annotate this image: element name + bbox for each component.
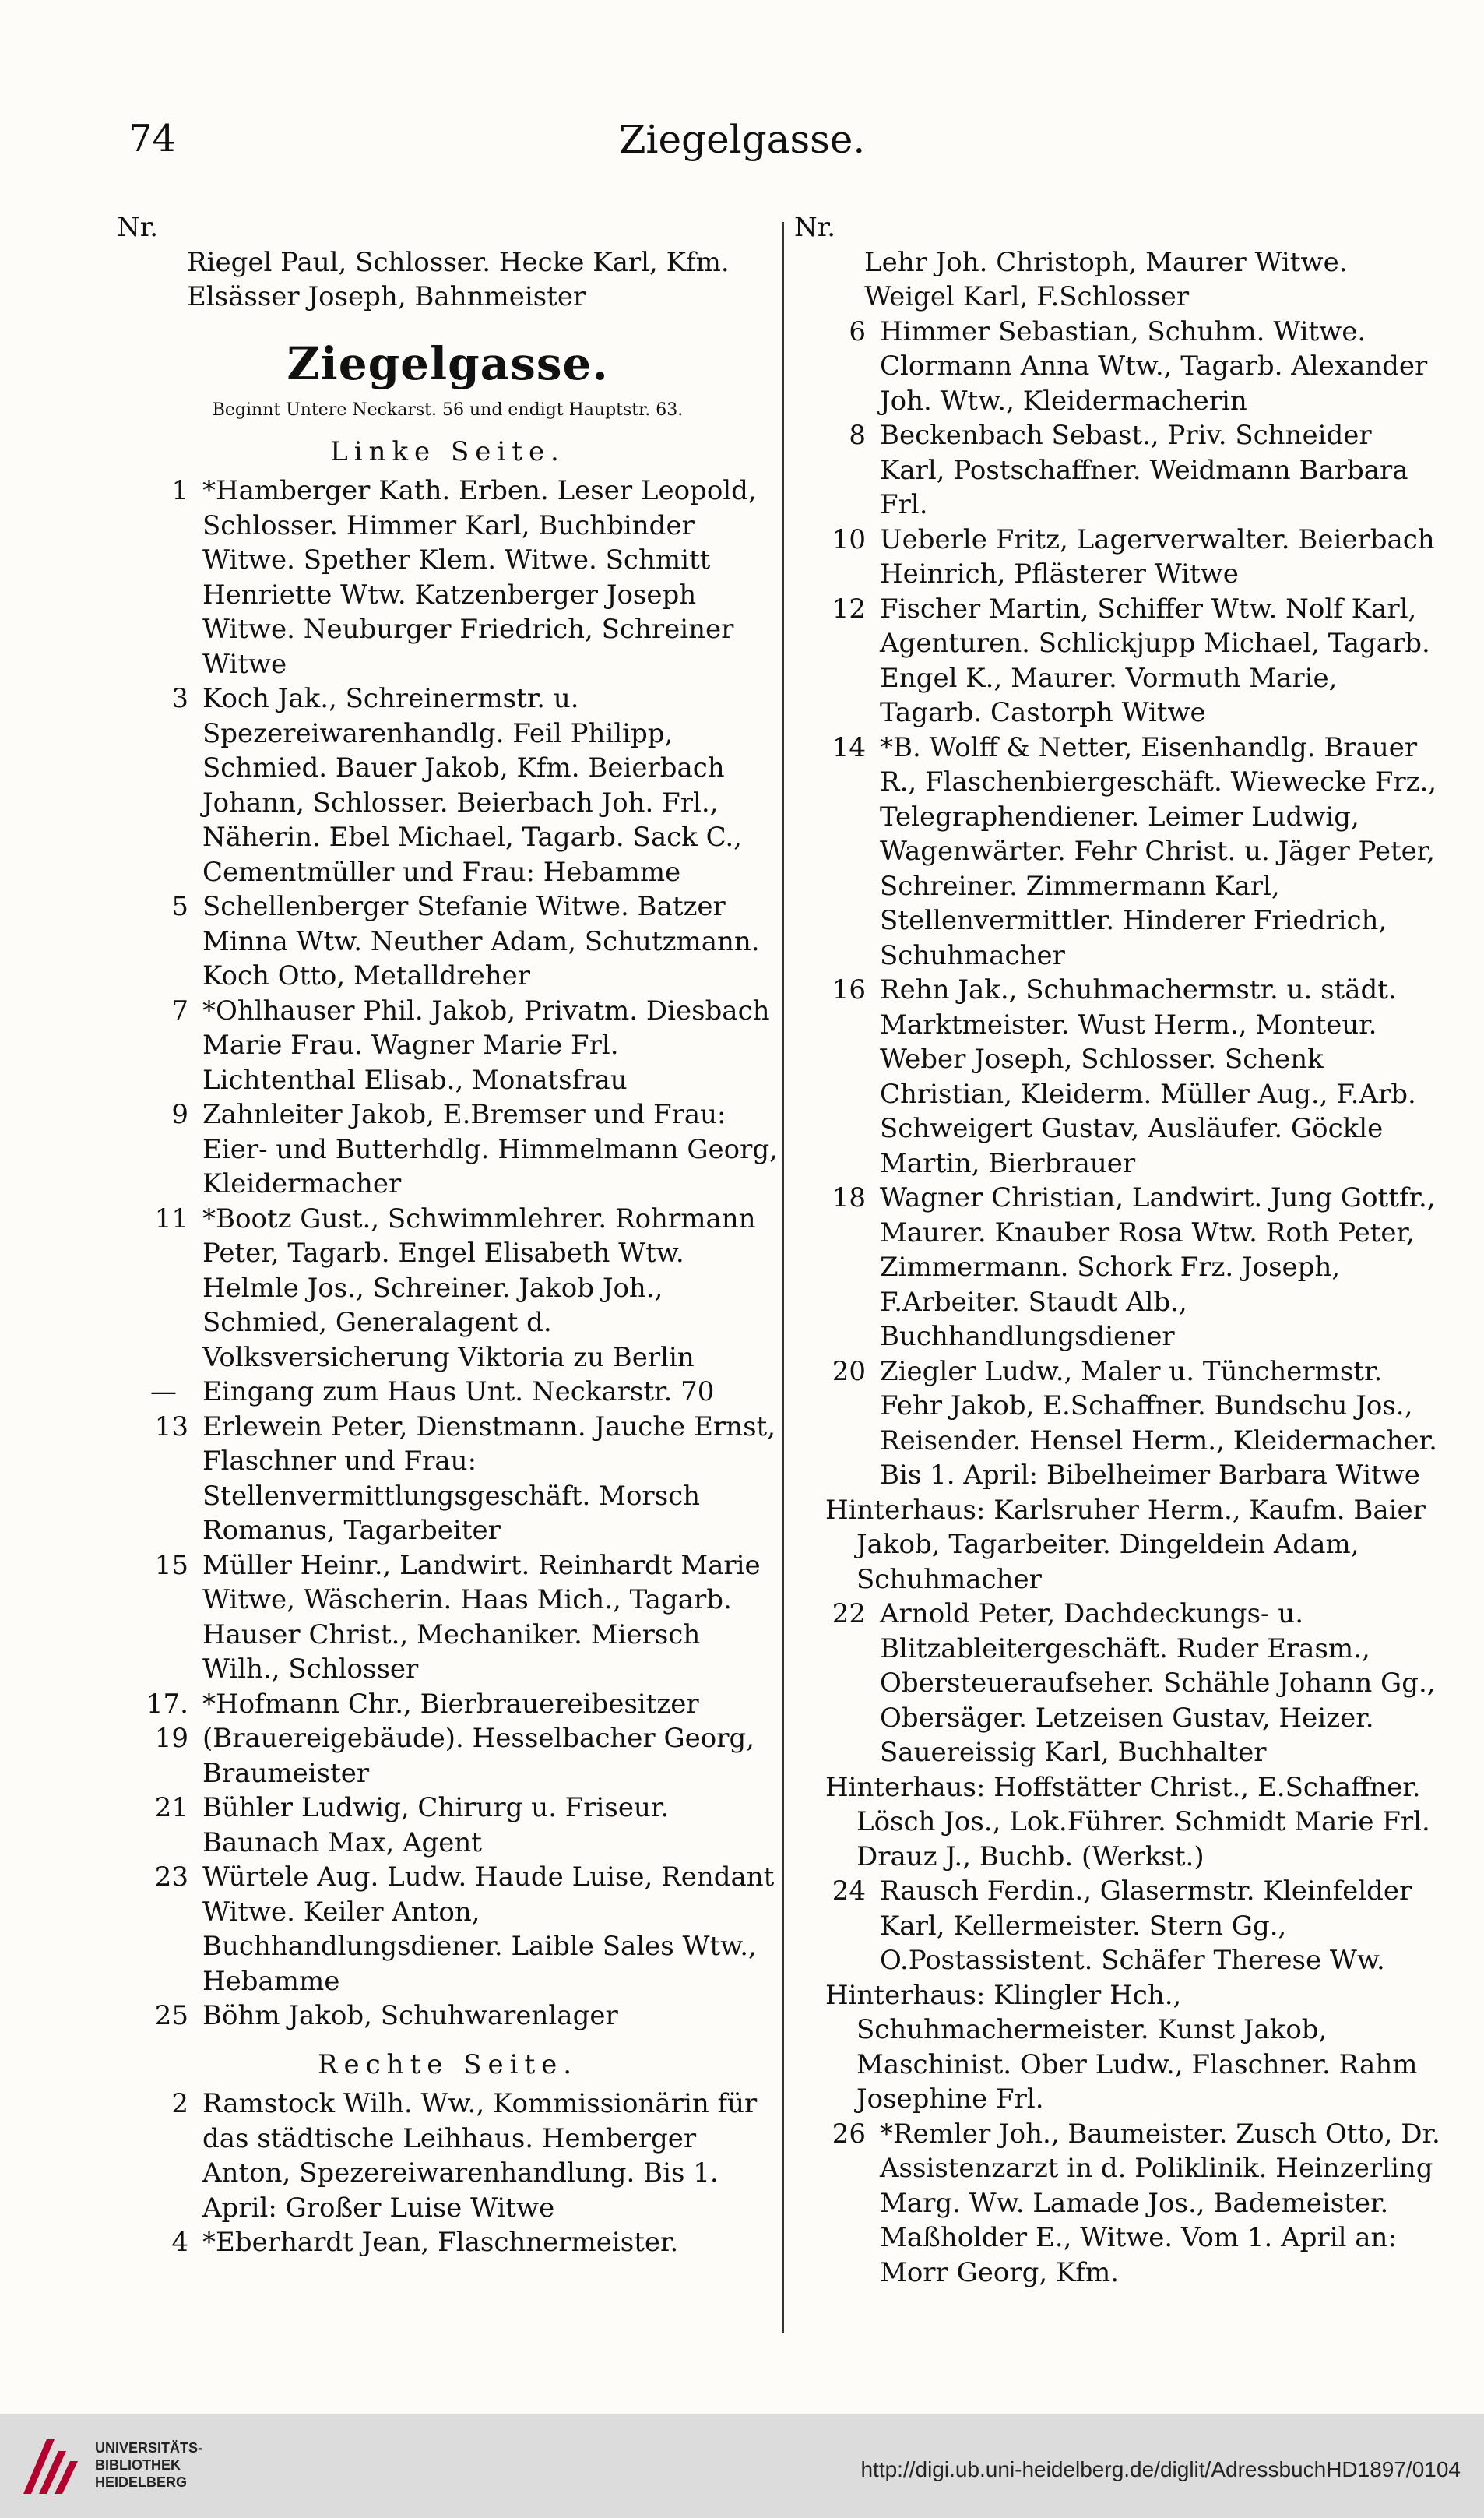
entry-text: Rausch Ferdin., Glasermstr. Kleinfelder Karl, Kellermeister. Stern Gg., O.Postassistent. Schäfer Therese Ww. — [880, 1875, 1412, 1976]
entry-text: Rehn Jak., Schuhmachermstr. u. städt. Marktmeister. Wust Herm., Monteur. Weber Joseph, Schlosser. Schenk Christian, Kleiderm. Müller Aug., F.Arb. Schweigert Gustav, Ausläufer. Göckle Martin, Bierbrauer — [880, 974, 1416, 1179]
address-entry — [794, 1874, 1440, 1978]
address-entry — [794, 523, 1440, 592]
left-side-label: Linke Seite. — [330, 435, 565, 467]
address-entry — [794, 418, 1440, 523]
address-entry — [117, 1999, 779, 2034]
entry-text: *Ohlhauser Phil. Jakob, Privatm. Diesbach Marie Frau. Wagner Marie Frl. Lichtenthal Elisab., Monatsfrau — [202, 995, 770, 1096]
address-entry — [794, 731, 1440, 974]
house-number: 14 — [832, 731, 866, 763]
entry-text: Bühler Ludwig, Chirurg u. Friseur. Baunach Max, Agent — [202, 1792, 670, 1858]
address-entry — [117, 1097, 779, 1202]
entry-text: Hinterhaus: Karlsruher Herm., Kaufm. Baier Jakob, Tagarbeiter. Dingeldein Adam, Schuhmacher — [825, 1494, 1426, 1595]
left-side-entries — [117, 474, 779, 2034]
house-number: 7 — [171, 995, 188, 1027]
entry-text: Böhm Jakob, Schuhwarenlager — [202, 2000, 618, 2031]
right-side-label: Rechte Seite. — [317, 2048, 578, 2080]
hinterhaus-entry — [794, 1770, 1440, 1875]
address-entry — [794, 973, 1440, 1181]
entry-text: Schellenberger Stefanie Witwe. Batzer Minna Wtw. Neuther Adam, Schutzmann. Koch Otto, Metalldreher — [202, 891, 760, 991]
entry-text: Ueberle Fritz, Lagerverwalter. Beierbach Heinrich, Pflästerer Witwe — [880, 523, 1435, 590]
address-entry — [117, 994, 779, 1098]
nr-label: Nr. — [794, 212, 836, 243]
house-number: 24 — [832, 1875, 866, 1907]
entry-text: *Eberhardt Jean, Flaschnermeister. — [202, 2227, 679, 2258]
address-entry — [794, 1354, 1440, 1493]
house-number: 26 — [832, 2118, 866, 2150]
right-side-entries — [117, 2087, 779, 2260]
entry-text: Hinterhaus: Klingler Hch., Schuhmachermeister. Kunst Jakob, Maschinist. Ober Ludw., Flaschner. Rahm Josephine Frl. — [825, 1979, 1418, 2115]
address-entry — [794, 592, 1440, 731]
house-number: 20 — [832, 1355, 866, 1387]
address-entry — [117, 2225, 779, 2260]
house-number: 23 — [154, 1861, 188, 1893]
house-number: 2 — [171, 2088, 188, 2119]
house-number: 5 — [171, 891, 188, 922]
address-entry — [117, 1375, 779, 1410]
right-column-entries — [794, 315, 1440, 2291]
entry-text: *Hamberger Kath. Erben. Leser Leopold, Schlosser. Himmer Karl, Buchbinder Witwe. Spether Klem. Witwe. Schmitt Henriette Wtw. Katzenberger Joseph Witwe. Neuburger Friedrich, Schreiner Witwe — [202, 475, 757, 680]
address-entry — [117, 1791, 779, 1860]
entry-text: Fischer Martin, Schiffer Wtw. Nolf Karl, Agenturen. Schlickjupp Michael, Tagarb. Engel K., Maurer. Vormuth Marie, Tagarb. Castorph Witwe — [880, 593, 1430, 728]
running-title: Ziegelgasse. — [618, 117, 866, 162]
house-number: 18 — [832, 1182, 866, 1213]
house-number: 22 — [832, 1598, 866, 1629]
house-number: — — [150, 1376, 177, 1407]
house-number: 1 — [171, 475, 188, 506]
university-library-logo — [16, 2432, 86, 2502]
address-entry — [794, 315, 1440, 419]
house-number: 11 — [154, 1203, 188, 1234]
entry-text: Ramstock Wilh. Ww., Kommissionärin für das städtische Leihhaus. Hemberger Anton, Spezereiwarenhandlung. Bis 1. April: Großer Luise Witwe — [202, 2088, 758, 2224]
page-number: 74 — [128, 117, 177, 160]
entry-text: Erlewein Peter, Dienstmann. Jauche Ernst, Flaschner und Frau: Stellenvermittlungsgeschäft. Morsch Romanus, Tagarbeiter — [202, 1410, 775, 1546]
address-entry — [117, 1202, 779, 1375]
section-subtitle: Beginnt Untere Neckarst. 56 und endigt Hauptstr. 63. — [212, 400, 684, 420]
right-column — [794, 210, 1440, 2290]
continued-entry: Lehr Joh. Christoph, Maurer Witwe. Weigel Karl, F.Schlosser — [864, 246, 1348, 312]
house-number: 16 — [832, 974, 866, 1005]
house-number: 8 — [849, 420, 866, 451]
left-column — [117, 210, 779, 2260]
address-entry — [117, 2087, 779, 2225]
footer-bar — [0, 2414, 1484, 2518]
address-entry — [794, 1181, 1440, 1354]
house-number: 9 — [171, 1099, 188, 1130]
entry-text: Müller Heinr., Landwirt. Reinhardt Marie Witwe, Wäscherin. Haas Mich., Tagarb. Hauser Christ., Mechaniker. Miersch Wilh., Schlosser — [202, 1549, 761, 1685]
house-number: 13 — [154, 1410, 188, 1442]
entry-text: Beckenbach Sebast., Priv. Schneider Karl, Postschaffner. Weidmann Barbara Frl. — [880, 420, 1408, 520]
house-number: 6 — [849, 315, 866, 347]
entry-text: Ziegler Ludw., Maler u. Tünchermstr. Fehr Jakob, E.Schaffner. Bundschu Jos., Reisender. Hensel Herm., Kleidermacher. Bis 1. April: Bibelheimer Barbara Witwe — [880, 1355, 1437, 1491]
column-divider — [782, 222, 784, 2333]
house-number: 4 — [171, 2227, 188, 2258]
address-entry — [117, 1860, 779, 1999]
library-name: UNIVERSITÄTS- BIBLIOTHEK HEIDELBERG — [95, 2440, 203, 2490]
entry-text: Würtele Aug. Ludw. Haude Luise, Rendant Witwe. Keiler Anton, Buchhandlungsdiener. Laible Sales Wtw., Hebamme — [202, 1861, 775, 1997]
house-number: 17. 19 — [146, 1688, 188, 1754]
source-url[interactable]: http://digi.ub.uni-heidelberg.de/diglit/AdressbuchHD1897/0104 — [860, 2457, 1461, 2481]
entry-text: Wagner Christian, Landwirt. Jung Gottfr., Maurer. Knauber Rosa Wtw. Roth Peter, Zimmermann. Schork Frz. Joseph, F.Arbeiter. Staudt Alb., Buchhandlungsdiener — [880, 1182, 1436, 1352]
entry-text: Zahnleiter Jakob, E.Bremser und Frau: Eier- und Butterhdlg. Himmelmann Georg, Kleidermacher — [202, 1099, 778, 1199]
entry-text: *Remler Joh., Baumeister. Zusch Otto, Dr. Assistenzarzt in d. Poliklinik. Heinzerling Marg. Ww. Lamade Jos., Bademeister. Maßholder E., Witwe. Vom 1. April an: Morr Georg, Kfm. — [880, 2118, 1440, 2288]
entry-text: *Bootz Gust., Schwimmlehrer. Rohrmann Peter, Tagarb. Engel Elisabeth Wtw. Helmle Jos., Schreiner. Jakob Joh., Schmied, Generalagent d. Volksversicherung Viktoria zu Berlin — [202, 1203, 756, 1373]
address-entry — [117, 1687, 779, 1791]
hinterhaus-entry — [794, 1493, 1440, 1597]
house-number: 21 — [154, 1792, 188, 1823]
entry-text: *B. Wolff & Netter, Eisenhandlg. Brauer R., Flaschenbiergeschäft. Wiewecke Frz., Telegraphendiener. Leimer Ludwig, Wagenwärter. Fehr Christ. u. Jäger Peter, Schreiner. Zimmermann Karl, Stellenvermittler. Hinderer Friedrich, Schuhmacher — [880, 731, 1437, 971]
house-number: 12 — [832, 593, 866, 625]
section-title: Ziegelgasse. — [287, 336, 609, 390]
entry-text: Arnold Peter, Dachdeckungs- u. Blitzableitergeschäft. Ruder Erasm., Obersteueraufseher. Schähle Johann Gg., Obersäger. Letzeisen Gustav, Heizer. Sauereissig Karl, Buchhalter — [880, 1598, 1436, 1768]
house-number: 3 — [171, 683, 188, 714]
house-number: 15 — [154, 1549, 188, 1581]
address-entry — [117, 1548, 779, 1687]
address-entry — [117, 474, 779, 681]
entry-text: Koch Jak., Schreinermstr. u. Spezereiwarenhandlg. Feil Philipp, Schmied. Bauer Jakob, Kfm. Beierbach Johann, Schlosser. Beierbach Joh. Frl., Näherin. Ebel Michael, Tagarb. Sack C., Cementmüller und Frau: Hebamme — [202, 683, 742, 888]
entry-text: Eingang zum Haus Unt. Neckarstr. 70 — [202, 1376, 715, 1407]
address-entry — [117, 681, 779, 889]
address-entry — [117, 889, 779, 994]
house-number: 25 — [154, 2000, 188, 2031]
entry-text: Hinterhaus: Hoffstätter Christ., E.Schaffner. Lösch Jos., Lok.Führer. Schmidt Marie Frl. Drauz J., Buchb. (Werkst.) — [825, 1771, 1430, 1872]
address-entry — [794, 2117, 1440, 2291]
nr-label: Nr. — [117, 212, 159, 243]
entry-text: Himmer Sebastian, Schuhm. Witwe. Clormann Anna Wtw., Tagarb. Alexander Joh. Wtw., Kleidermacherin — [880, 315, 1428, 417]
entry-text: *Hofmann Chr., Bierbrauereibesitzer (Brauereigebäude). Hesselbacher Georg, Braumeister — [202, 1688, 755, 1789]
house-number: 10 — [832, 523, 866, 555]
continued-entry: Riegel Paul, Schlosser. Hecke Karl, Kfm. Elsässer Joseph, Bahnmeister — [187, 246, 730, 312]
address-entry — [794, 1597, 1440, 1770]
address-entry — [117, 1410, 779, 1548]
hinterhaus-entry — [794, 1978, 1440, 2117]
